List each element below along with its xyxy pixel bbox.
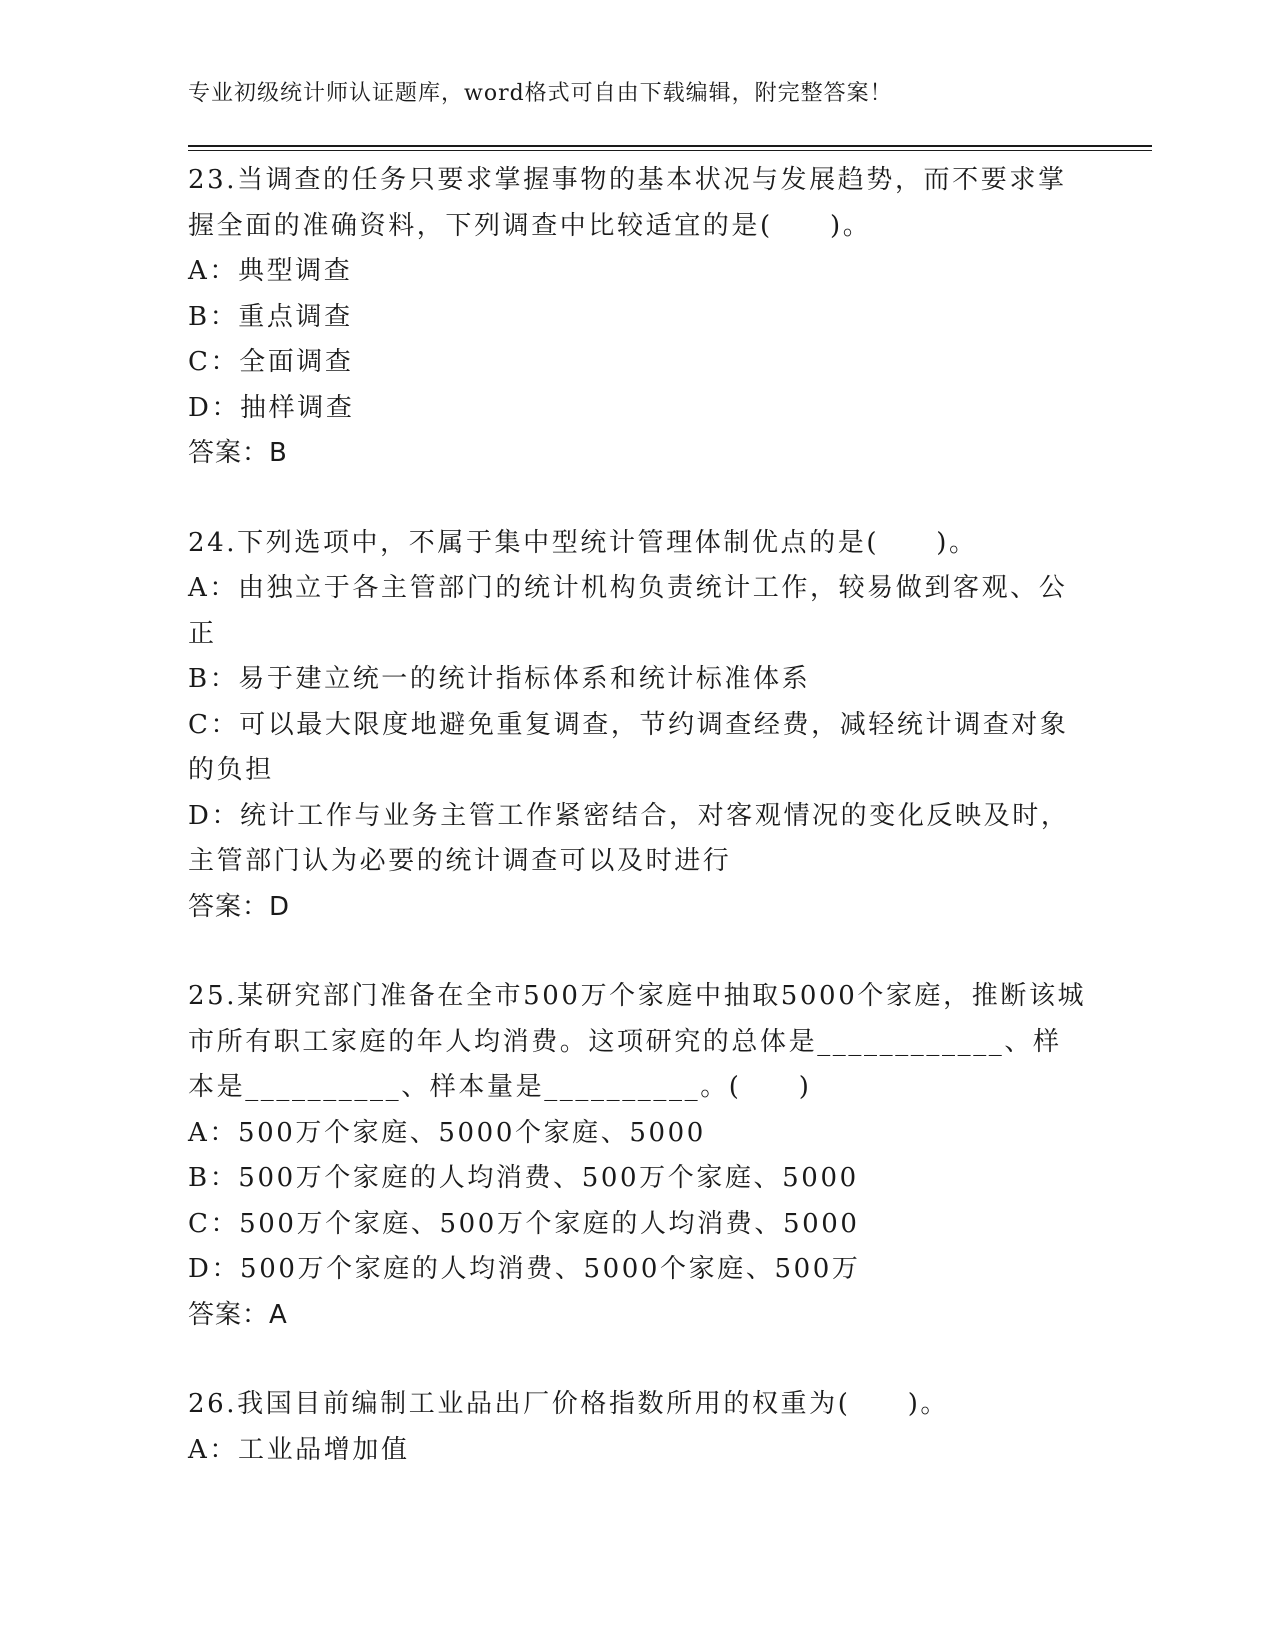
option-c: C：可以最大限度地避免重复调查，节约调查经费，减轻统计调查对象的负担 (188, 709, 1069, 785)
option-b: B：重点调查 (188, 301, 353, 332)
question-25 (188, 974, 1088, 1338)
question-23 (188, 158, 1088, 477)
option-a: A：典型调查 (188, 256, 353, 286)
question-stem: 26.我国目前编制工业品出厂价格指数所用的权重为( )。 (188, 1389, 950, 1419)
question-26 (188, 1382, 1088, 1473)
option-d: D：统计工作与业务主管工作紧密结合，对客观情况的变化反映及时，主管部门认为必要的统计调查可以及时进行 (188, 800, 1070, 876)
header-divider-thin (188, 150, 1152, 151)
question-stem: 23.当调查的任务只要求掌握事物的基本状况与发展趋势，而不要求掌握全面的准确资料，下列调查中比较适宜的是( )。 (188, 165, 1067, 241)
option-a: A：工业品增加值 (188, 1434, 410, 1465)
option-d: D：抽样调查 (188, 392, 355, 423)
question-stem: 24.下列选项中，不属于集中型统计管理体制优点的是( )。 (188, 527, 978, 558)
option-c: C：全面调查 (188, 347, 354, 377)
question-list (188, 158, 1088, 1517)
option-d: D：500万个家庭的人均消费、5000个家庭、500万 (188, 1254, 861, 1284)
answer-line: 答案：A (188, 1299, 288, 1330)
option-a: A：由独立于各主管部门的统计机构负责统计工作，较易做到客观、公正 (188, 573, 1068, 649)
option-b: B：易于建立统一的统计指标体系和统计标准体系 (188, 664, 811, 694)
page-header: 专业初级统计师认证题库，word格式可自由下载编辑，附完整答案！ (188, 81, 893, 106)
option-b: B：500万个家庭的人均消费、500万个家庭、5000 (188, 1163, 859, 1193)
option-a: A：500万个家庭、5000个家庭、5000 (188, 1117, 706, 1148)
question-24 (188, 521, 1088, 931)
answer-line: 答案：D (188, 891, 291, 922)
option-c: C：500万个家庭、500万个家庭的人均消费、5000 (188, 1208, 860, 1239)
question-stem: 25.某研究部门准备在全市500万个家庭中抽取5000个家庭，推断该城市所有职工家庭的年人均消费。这项研究的总体是____________、样本是__________、样本量是__________。( ) (188, 981, 1087, 1102)
answer-line: 答案：B (188, 438, 288, 468)
header-divider (188, 145, 1152, 147)
